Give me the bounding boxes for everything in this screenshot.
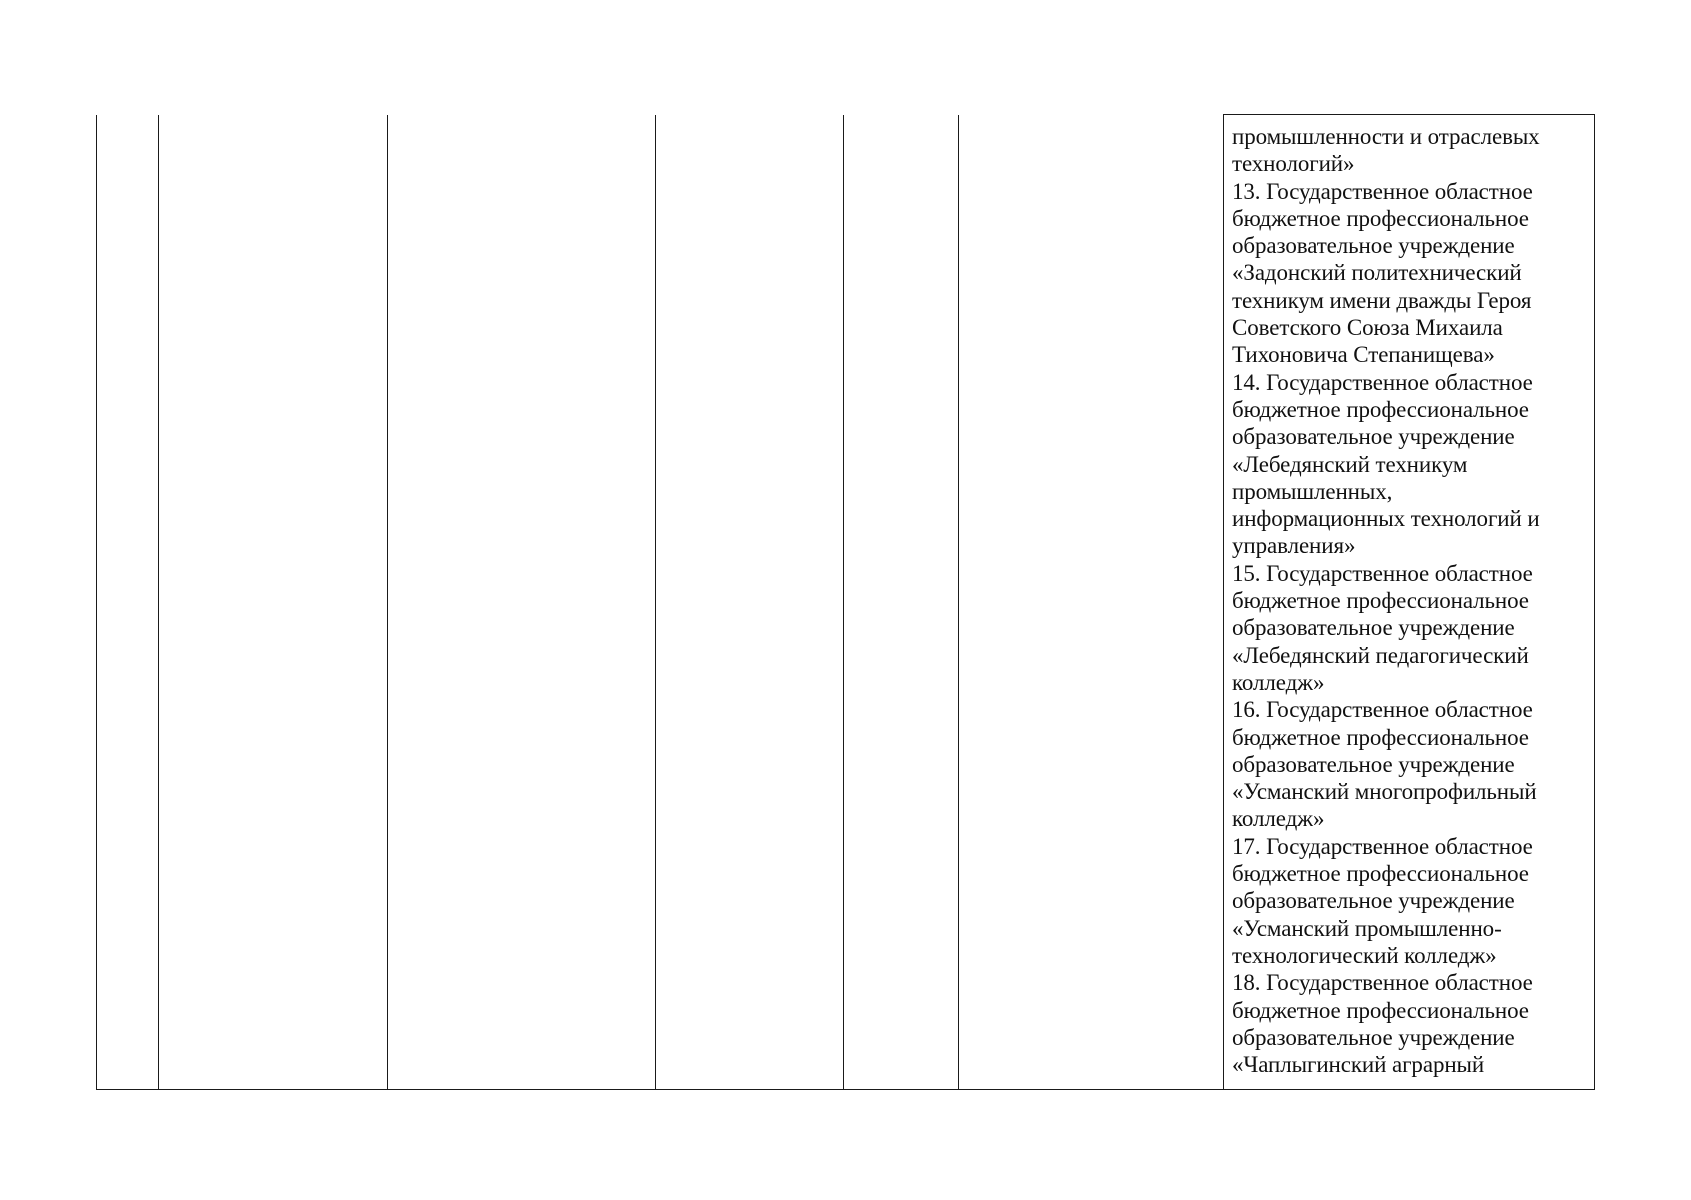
- text-line: Советского Союза Михаила: [1232, 315, 1503, 341]
- text-line: колледж»: [1232, 669, 1325, 695]
- institutions-table: [96, 114, 1595, 1090]
- text-line: бюджетное профессиональное: [1232, 205, 1529, 231]
- text-line: образовательное учреждение: [1232, 424, 1515, 450]
- text-line: колледж»: [1232, 806, 1325, 832]
- text-line: 13. Государственное областное: [1232, 178, 1533, 204]
- text-line: образовательное учреждение: [1232, 233, 1515, 259]
- text-line: 17. Государственное областное: [1232, 833, 1533, 859]
- text-line: «Задонский политехнический: [1232, 260, 1522, 286]
- table-cell-col4: [656, 115, 844, 1090]
- table-cell-col6: [959, 115, 1224, 1090]
- text-line: «Лебедянский педагогический: [1232, 642, 1529, 668]
- text-line: технологический колледж»: [1232, 942, 1497, 968]
- table-row: [97, 115, 1595, 1090]
- table-cell-col2: [159, 115, 388, 1090]
- text-line: 14. Государственное областное: [1232, 369, 1533, 395]
- text-line: бюджетное профессиональное: [1232, 997, 1529, 1023]
- text-line: образовательное учреждение: [1232, 615, 1515, 641]
- text-line: «Чаплыгинский аграрный: [1232, 1052, 1485, 1078]
- text-line: бюджетное профессиональное: [1232, 396, 1529, 422]
- text-line: Тихоновича Степанищева»: [1232, 342, 1495, 368]
- text-line: управления»: [1232, 533, 1356, 559]
- text-line: «Усманский многопрофильный: [1232, 779, 1537, 805]
- table-cell-col1: [97, 115, 159, 1090]
- text-line: образовательное учреждение: [1232, 751, 1515, 777]
- table-cell-institutions: [1224, 115, 1595, 1090]
- text-line: 16. Государственное областное: [1232, 697, 1533, 723]
- text-line: 15. Государственное областное: [1232, 560, 1533, 586]
- text-line: промышленных,: [1232, 478, 1393, 504]
- text-line: 18. Государственное областное: [1232, 970, 1533, 996]
- text-line: «Усманский промышленно-: [1232, 915, 1502, 941]
- text-line: техникум имени дважды Героя: [1232, 287, 1532, 313]
- table-cell-col3: [388, 115, 656, 1090]
- institutions-list: [1224, 115, 1594, 1078]
- text-line: бюджетное профессиональное: [1232, 588, 1529, 614]
- text-line: бюджетное профессиональное: [1232, 861, 1529, 887]
- text-line: технологий»: [1232, 151, 1355, 177]
- text-line: образовательное учреждение: [1232, 888, 1515, 914]
- text-line: «Лебедянский техникум: [1232, 451, 1468, 477]
- table-cell-col5: [844, 115, 959, 1090]
- text-line: образовательное учреждение: [1232, 1024, 1515, 1050]
- text-line: информационных технологий и: [1232, 506, 1540, 532]
- text-line: бюджетное профессиональное: [1232, 724, 1529, 750]
- text-line: промышленности и отраслевых: [1232, 124, 1540, 149]
